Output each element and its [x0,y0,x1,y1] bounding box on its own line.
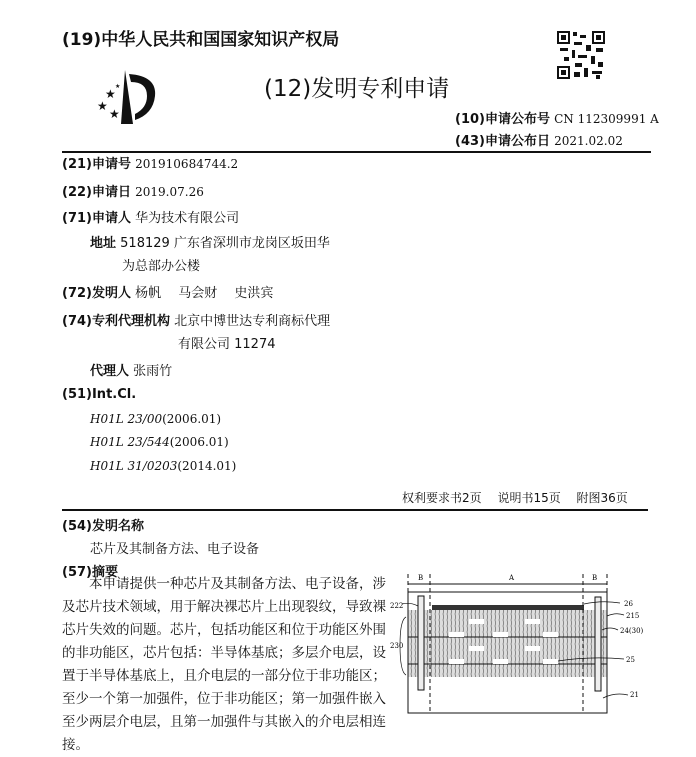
applicant: 华为技术有限公司 [135,211,240,226]
cnipa-logo [95,68,170,126]
label-25: 25 [626,656,635,664]
ipc-item [90,412,221,427]
ipc-version: (2006.01) [169,435,229,449]
reinforcement-right [595,597,601,691]
ipc-item [90,435,229,450]
ipc-code: H01L 23/544 [90,435,170,449]
svg-text:★: ★ [115,83,121,90]
inventors: 杨帆 马会财 史洪宾 [135,286,274,301]
app-no: 201910684744.2 [135,157,239,171]
ipc-version: (2014.01) [177,459,237,473]
title-label: (54)发明名称 [62,519,144,534]
label-b-right: B [592,574,598,582]
ipc-version: (2006.01) [162,412,222,426]
address-line2: 为总部办公楼 [122,259,201,274]
label-24-30: 24(30) [620,627,644,635]
abstract-figure [390,560,696,732]
ipc-label: (51)Int.Cl. [62,387,137,402]
pub-date-label: (43)申请公布日 [455,134,550,149]
svg-text:★: ★ [105,87,116,101]
label-230: 230 [390,642,404,650]
pub-date: 2021.02.02 [554,134,623,148]
ipc-code: H01L 23/00 [90,412,163,426]
agency-label: (74)专利代理机构 [62,314,170,329]
app-date: 2019.07.26 [135,185,204,199]
svg-text:★: ★ [97,99,108,113]
pad-layer [432,605,584,610]
agent: 张雨竹 [133,364,173,379]
address-line1: 518129 广东省深圳市龙岗区坂田华 [120,236,330,251]
address-label: 地址 [90,236,117,251]
pub-no-label: (10)申请公布号 [455,112,550,127]
abstract-text: 本申请提供一种芯片及其制备方法、电子设备，涉及芯片技术领域，用于解决裸芯片上出现裂纹，导致裸芯片失效的问题。芯片，包括功能区和位于功能区外围的非功能区，芯片包括：半导体基底；多层介电层，设置于半导体基底上，且介电层的一部分位于非功能区；至少一个第一加强件，位于非功能区；第一加强件嵌入至少两层介电层，且第一加强件与其嵌入的介电层相连接。 [62,576,386,753]
dielectric-layers [408,610,607,677]
divider [62,509,648,511]
app-date-label: (22)申请日 [62,185,131,200]
applicant-label: (71)申请人 [62,211,131,226]
inventors-label: (72)发明人 [62,286,131,301]
label-26: 26 [624,600,633,608]
qr-code [556,30,606,80]
page-counts: 权利要求书2页 说明书15页 附图36页 [402,491,628,505]
reinforcement-left [418,596,424,690]
ipc-item [90,459,236,474]
label-222: 222 [390,602,404,610]
document-type: (12)发明专利申请 [264,76,450,102]
agent-label: 代理人 [90,364,130,379]
label-21: 21 [630,691,639,699]
agency-line2: 有限公司 11274 [178,337,276,352]
agency-line1: 北京中博世达专利商标代理 [174,314,331,329]
label-b-left: B [418,574,424,582]
ipc-code: H01L 31/0203 [90,459,178,473]
app-no-label: (21)申请号 [62,157,131,172]
svg-text:★: ★ [109,107,120,121]
office-name: (19)中华人民共和国国家知识产权局 [62,30,340,50]
label-a: A [509,574,515,582]
pub-no: CN 112309991 A [554,112,659,126]
invention-title: 芯片及其制备方法、电子设备 [90,542,260,557]
label-215: 215 [626,612,640,620]
abstract-label: (57)摘要 [62,565,118,580]
